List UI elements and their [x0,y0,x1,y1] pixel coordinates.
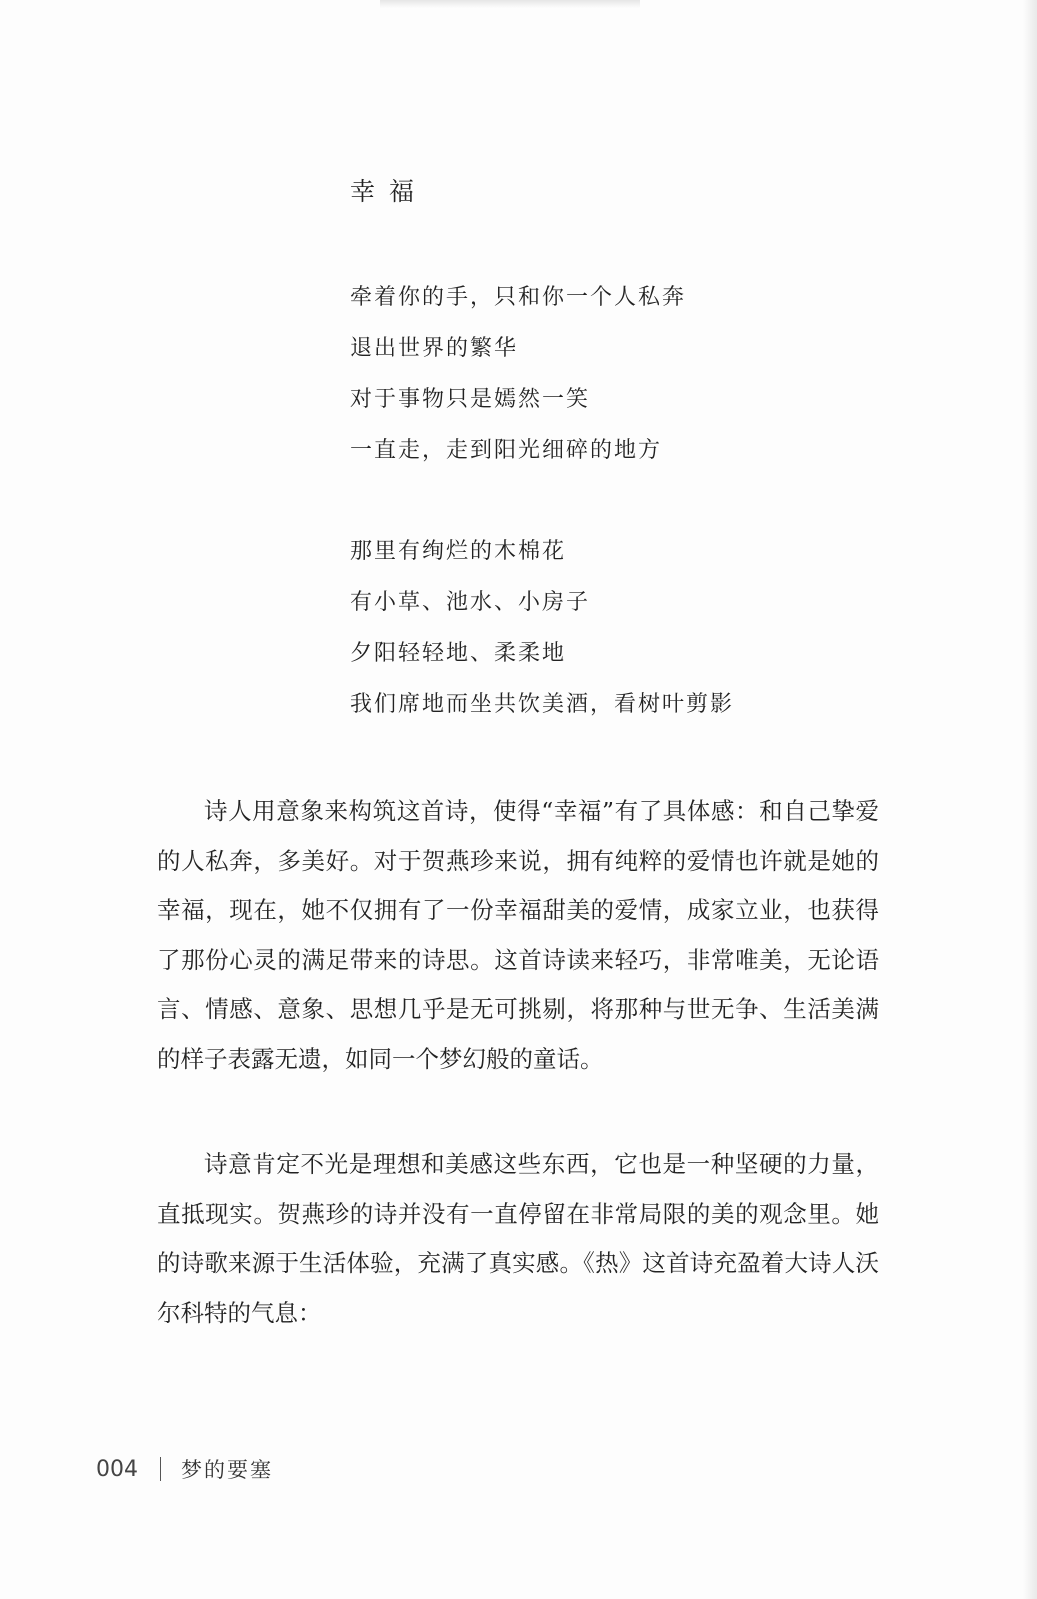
poem-line: 夕阳轻轻地、柔柔地 [350,641,567,666]
page-edge [1023,0,1037,1599]
page-footer [96,1452,273,1486]
poem-line: 对于事物只是嫣然一笑 [350,387,591,412]
footer-divider [160,1457,161,1481]
poem-stanza-2 [350,526,734,730]
body-paragraph-2: 诗意肯定不光是理想和美感这些东西，它也是一种坚硬的力量，直抵现实。贺燕珍的诗并没有一直停留在非常局限的美的观念里。她的诗歌来源于生活体验，充满了真实感。《热》这首诗充盈着大诗人沃尔科特的气息： [157,1150,879,1327]
poem-line: 牵着你的手，只和你一个人私奔 [350,285,687,310]
running-book-title: 梦的要塞 [181,1458,273,1482]
poem-line: 有小草、池水、小房子 [350,590,591,615]
poem-line: 一直走，走到阳光细碎的地方 [350,438,663,463]
poem-title: 幸福 [350,177,429,206]
body-paragraph-1: 诗人用意象来构筑这首诗，使得“幸福”有了具体感：和自己挚爱的人私奔，多美好。对于贺燕珍来说，拥有纯粹的爱情也许就是她的幸福，现在，她不仅拥有了一份幸福甜美的爱情，成家立业，也获得了那份心灵的满足带来的诗思。这首诗读来轻巧，非常唯美，无论语言、情感、意象、思想几乎是无可挑剔，将那种与世无争、生活美满的样子表露无遗，如同一个梦幻般的童话。 [157,797,879,1073]
poem-line: 我们席地而坐共饮美酒，看树叶剪影 [350,692,735,717]
scan-shadow [380,0,640,8]
poem-line: 那里有绚烂的木棉花 [350,539,567,564]
poem-line: 退出世界的繁华 [350,336,519,361]
poem-stanza-1 [350,272,686,476]
page-number: 004 [96,1456,138,1482]
